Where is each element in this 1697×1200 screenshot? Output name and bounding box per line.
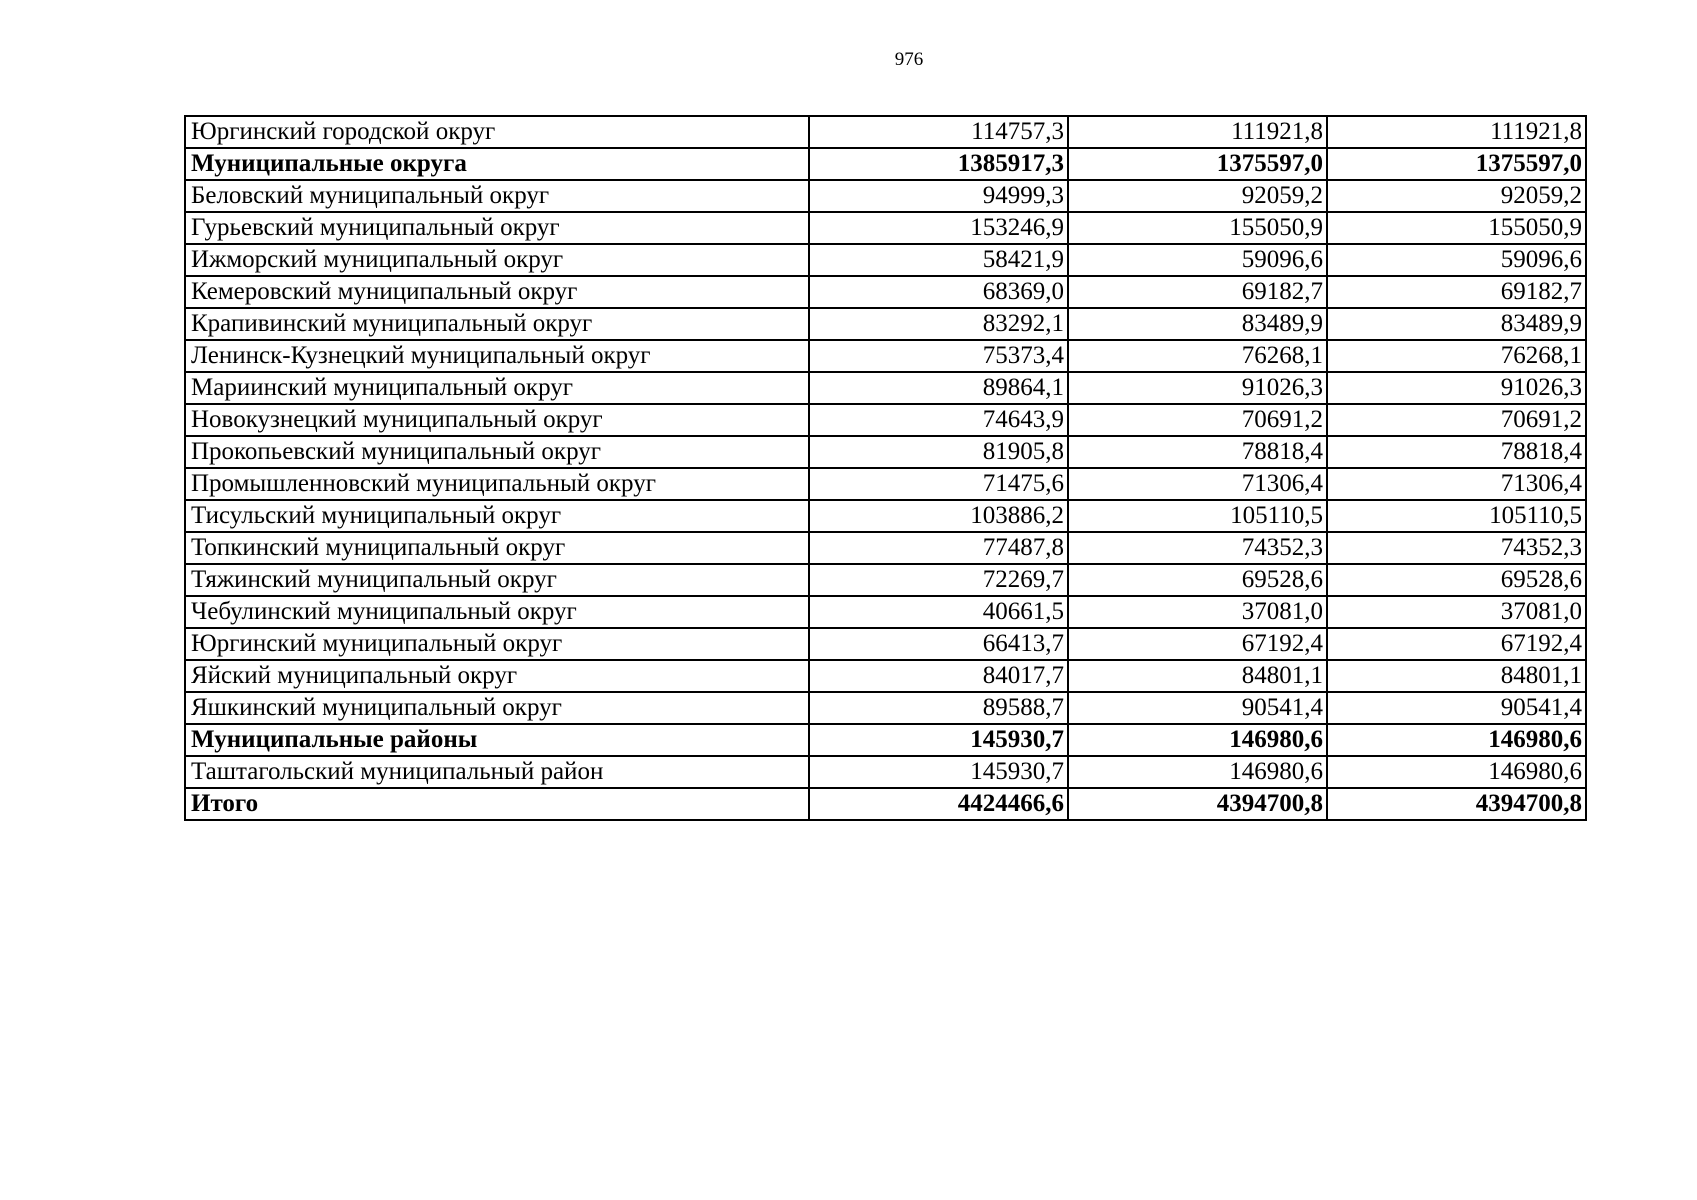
table-row	[185, 212, 1586, 244]
municipality-name-cell: Новокузнецкий муниципальный округ	[185, 404, 809, 436]
table-row	[185, 564, 1586, 596]
value-cell-col1: 83292,1	[809, 308, 1068, 340]
value-cell-col2: 37081,0	[1068, 596, 1327, 628]
value-cell-col2: 69182,7	[1068, 276, 1327, 308]
value-cell-col1: 153246,9	[809, 212, 1068, 244]
value-cell-col3: 84801,1	[1327, 660, 1586, 692]
value-cell-col1: 145930,7	[809, 756, 1068, 788]
municipality-name-cell: Муниципальные округа	[185, 148, 809, 180]
table-row	[185, 340, 1586, 372]
table-row	[185, 436, 1586, 468]
table-row	[185, 308, 1586, 340]
value-cell-col2: 90541,4	[1068, 692, 1327, 724]
table-row	[185, 116, 1586, 148]
table-row	[185, 372, 1586, 404]
table-row	[185, 692, 1586, 724]
value-cell-col3: 74352,3	[1327, 532, 1586, 564]
table-row	[185, 148, 1586, 180]
value-cell-col3: 59096,6	[1327, 244, 1586, 276]
value-cell-col3: 4394700,8	[1327, 788, 1586, 820]
value-cell-col1: 77487,8	[809, 532, 1068, 564]
value-cell-col3: 111921,8	[1327, 116, 1586, 148]
table-row	[185, 788, 1586, 820]
municipality-name-cell: Крапивинский муниципальный округ	[185, 308, 809, 340]
value-cell-col3: 67192,4	[1327, 628, 1586, 660]
value-cell-col3: 92059,2	[1327, 180, 1586, 212]
municipality-name-cell: Гурьевский муниципальный округ	[185, 212, 809, 244]
value-cell-col1: 84017,7	[809, 660, 1068, 692]
value-cell-col3: 69182,7	[1327, 276, 1586, 308]
value-cell-col2: 105110,5	[1068, 500, 1327, 532]
value-cell-col2: 70691,2	[1068, 404, 1327, 436]
value-cell-col2: 91026,3	[1068, 372, 1327, 404]
value-cell-col2: 59096,6	[1068, 244, 1327, 276]
value-cell-col2: 74352,3	[1068, 532, 1327, 564]
municipality-name-cell: Промышленновский муниципальный округ	[185, 468, 809, 500]
budget-table	[184, 115, 1587, 821]
value-cell-col2: 76268,1	[1068, 340, 1327, 372]
value-cell-col2: 155050,9	[1068, 212, 1327, 244]
value-cell-col2: 67192,4	[1068, 628, 1327, 660]
value-cell-col3: 78818,4	[1327, 436, 1586, 468]
value-cell-col1: 71475,6	[809, 468, 1068, 500]
value-cell-col2: 146980,6	[1068, 724, 1327, 756]
value-cell-col3: 76268,1	[1327, 340, 1586, 372]
value-cell-col2: 83489,9	[1068, 308, 1327, 340]
value-cell-col2: 71306,4	[1068, 468, 1327, 500]
table-row	[185, 660, 1586, 692]
value-cell-col1: 58421,9	[809, 244, 1068, 276]
table-row	[185, 500, 1586, 532]
municipality-name-cell: Чебулинский муниципальный округ	[185, 596, 809, 628]
value-cell-col1: 103886,2	[809, 500, 1068, 532]
value-cell-col1: 75373,4	[809, 340, 1068, 372]
value-cell-col2: 92059,2	[1068, 180, 1327, 212]
value-cell-col2: 1375597,0	[1068, 148, 1327, 180]
value-cell-col2: 146980,6	[1068, 756, 1327, 788]
page-number: 976	[894, 49, 924, 70]
table-row	[185, 628, 1586, 660]
municipality-name-cell: Тяжинский муниципальный округ	[185, 564, 809, 596]
value-cell-col3: 71306,4	[1327, 468, 1586, 500]
value-cell-col1: 89864,1	[809, 372, 1068, 404]
value-cell-col1: 1385917,3	[809, 148, 1068, 180]
value-cell-col1: 72269,7	[809, 564, 1068, 596]
value-cell-col1: 68369,0	[809, 276, 1068, 308]
table-row	[185, 404, 1586, 436]
municipality-name-cell: Тисульский муниципальный округ	[185, 500, 809, 532]
municipality-name-cell: Юргинский муниципальный округ	[185, 628, 809, 660]
value-cell-col1: 94999,3	[809, 180, 1068, 212]
value-cell-col2: 4394700,8	[1068, 788, 1327, 820]
municipality-name-cell: Ижморский муниципальный округ	[185, 244, 809, 276]
value-cell-col3: 90541,4	[1327, 692, 1586, 724]
value-cell-col1: 81905,8	[809, 436, 1068, 468]
table-row	[185, 596, 1586, 628]
municipality-name-cell: Мариинский муниципальный округ	[185, 372, 809, 404]
table-row	[185, 532, 1586, 564]
value-cell-col2: 111921,8	[1068, 116, 1327, 148]
table-row	[185, 468, 1586, 500]
value-cell-col3: 1375597,0	[1327, 148, 1586, 180]
value-cell-col1: 89588,7	[809, 692, 1068, 724]
value-cell-col3: 70691,2	[1327, 404, 1586, 436]
value-cell-col3: 37081,0	[1327, 596, 1586, 628]
municipality-name-cell: Кемеровский муниципальный округ	[185, 276, 809, 308]
value-cell-col3: 105110,5	[1327, 500, 1586, 532]
table-row	[185, 244, 1586, 276]
value-cell-col2: 69528,6	[1068, 564, 1327, 596]
municipality-name-cell: Ленинск-Кузнецкий муниципальный округ	[185, 340, 809, 372]
table-body	[185, 116, 1586, 820]
value-cell-col1: 114757,3	[809, 116, 1068, 148]
value-cell-col1: 4424466,6	[809, 788, 1068, 820]
value-cell-col1: 40661,5	[809, 596, 1068, 628]
municipality-name-cell: Юргинский городской округ	[185, 116, 809, 148]
municipality-name-cell: Топкинский муниципальный округ	[185, 532, 809, 564]
municipality-name-cell: Яйский муниципальный округ	[185, 660, 809, 692]
value-cell-col1: 66413,7	[809, 628, 1068, 660]
table-row	[185, 276, 1586, 308]
value-cell-col3: 146980,6	[1327, 756, 1586, 788]
value-cell-col2: 84801,1	[1068, 660, 1327, 692]
municipality-name-cell: Таштагольский муниципальный район	[185, 756, 809, 788]
value-cell-col1: 145930,7	[809, 724, 1068, 756]
value-cell-col3: 146980,6	[1327, 724, 1586, 756]
value-cell-col1: 74643,9	[809, 404, 1068, 436]
municipality-name-cell: Яшкинский муниципальный округ	[185, 692, 809, 724]
municipality-name-cell: Итого	[185, 788, 809, 820]
municipality-name-cell: Муниципальные районы	[185, 724, 809, 756]
municipality-name-cell: Прокопьевский муниципальный округ	[185, 436, 809, 468]
table-row	[185, 756, 1586, 788]
municipality-name-cell: Беловский муниципальный округ	[185, 180, 809, 212]
value-cell-col2: 78818,4	[1068, 436, 1327, 468]
table-row	[185, 724, 1586, 756]
value-cell-col3: 69528,6	[1327, 564, 1586, 596]
table-row	[185, 180, 1586, 212]
value-cell-col3: 83489,9	[1327, 308, 1586, 340]
value-cell-col3: 91026,3	[1327, 372, 1586, 404]
value-cell-col3: 155050,9	[1327, 212, 1586, 244]
